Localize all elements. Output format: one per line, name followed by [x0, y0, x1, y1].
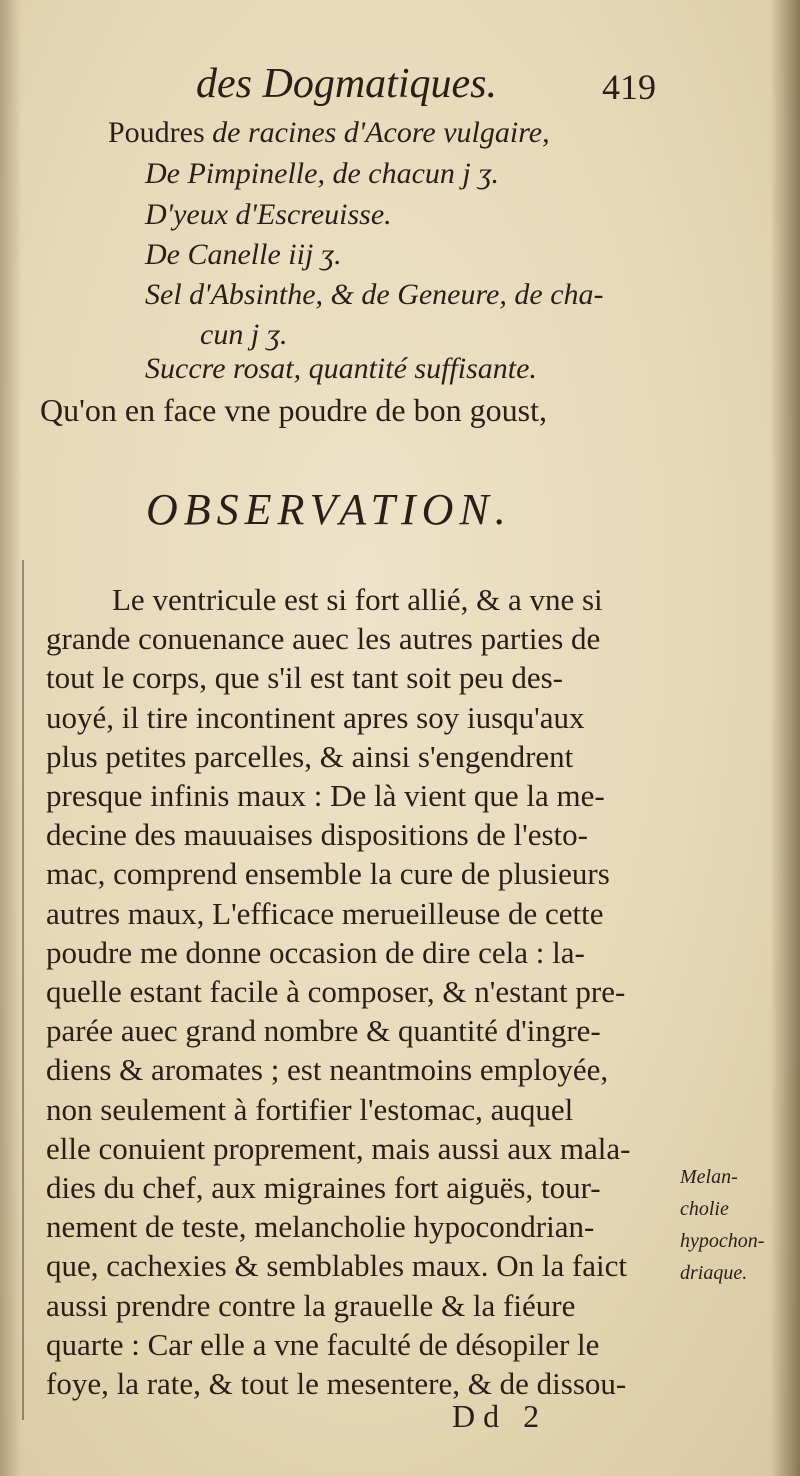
text-line: que, cachexies & semblables maux. On la faict	[46, 1248, 628, 1283]
text-line: dies du chef, aux migraines fort aiguës, tour-	[46, 1170, 601, 1205]
observation-heading: OBSERVATION.	[146, 485, 512, 534]
text-line: poudre me donne occasion de dire cela : la-	[46, 935, 585, 970]
running-title: des Dogmatiques.	[196, 61, 497, 107]
margin-note-line: hypochon-	[680, 1230, 765, 1252]
signature-mark: Dd 2	[452, 1398, 548, 1434]
recipe-closing: Qu'on en face vne poudre de bon goust,	[40, 392, 547, 428]
recipe-line: D'yeux d'Escreuisse.	[145, 198, 392, 231]
text-line: grande conuenance auec les autres parties de	[46, 621, 601, 656]
margin-note-line: driaque.	[680, 1262, 748, 1284]
text-line: Le ventricule est si fort allié, & a vne si	[112, 582, 603, 617]
text-line: aussi prendre contre la grauelle & la fiéure	[46, 1288, 576, 1323]
recipe-line: De Pimpinelle, de chacun j ʒ.	[145, 157, 500, 190]
recipe-line: Succre rosat, quantité suffisante.	[145, 352, 537, 385]
text-line: non seulement à fortifier l'estomac, auquel	[46, 1092, 574, 1127]
text-line: parée auec grand nombre & quantité d'ingre-	[46, 1013, 601, 1048]
recipe-line: Sel d'Absinthe, & de Geneure, de cha-	[145, 278, 604, 311]
text-line: tout le corps, que s'il est tant soit peu des-	[46, 660, 563, 695]
text-line: presque infinis maux : De là vient que la me-	[46, 778, 605, 813]
text-line: quelle estant facile à composer, & n'estant pre-	[46, 974, 626, 1009]
page-number: 419	[602, 67, 656, 107]
recipe-line: cun j ʒ.	[200, 318, 288, 351]
text-line: diens & aromates ; est neantmoins employée,	[46, 1052, 609, 1087]
binding-edge	[22, 560, 24, 1420]
margin-note-line: Melan-	[680, 1166, 738, 1188]
margin-note-line: cholie	[680, 1198, 729, 1220]
recipe-line: De Canelle iij ʒ.	[145, 238, 342, 271]
gutter-shadow	[0, 0, 22, 1476]
edge-shadow	[770, 0, 800, 1476]
recipe-line-roman: Poudres	[108, 116, 213, 149]
text-line: mac, comprend ensemble la cure de plusieurs	[46, 856, 610, 891]
text-line: foye, la rate, & tout le mesentere, & de dissou-	[46, 1366, 627, 1401]
text-line: elle conuient proprement, mais aussi aux mala-	[46, 1131, 631, 1166]
text-line: autres maux, L'efficace merueilleuse de cette	[46, 896, 604, 931]
text-line: nement de teste, melancholie hypocondrian-	[46, 1209, 595, 1244]
recipe-line-italic: de racines d'Acore vulgaire,	[212, 116, 550, 149]
text-line: decine des mauuaises dispositions de l'esto-	[46, 817, 588, 852]
recipe-line	[108, 116, 550, 150]
text-line: plus petites parcelles, & ainsi s'engendrent	[46, 739, 574, 774]
text-line: uoyé, il tire incontinent apres soy iusqu'aux	[46, 700, 585, 735]
text-line: quarte : Car elle a vne faculté de désopiler le	[46, 1327, 600, 1362]
